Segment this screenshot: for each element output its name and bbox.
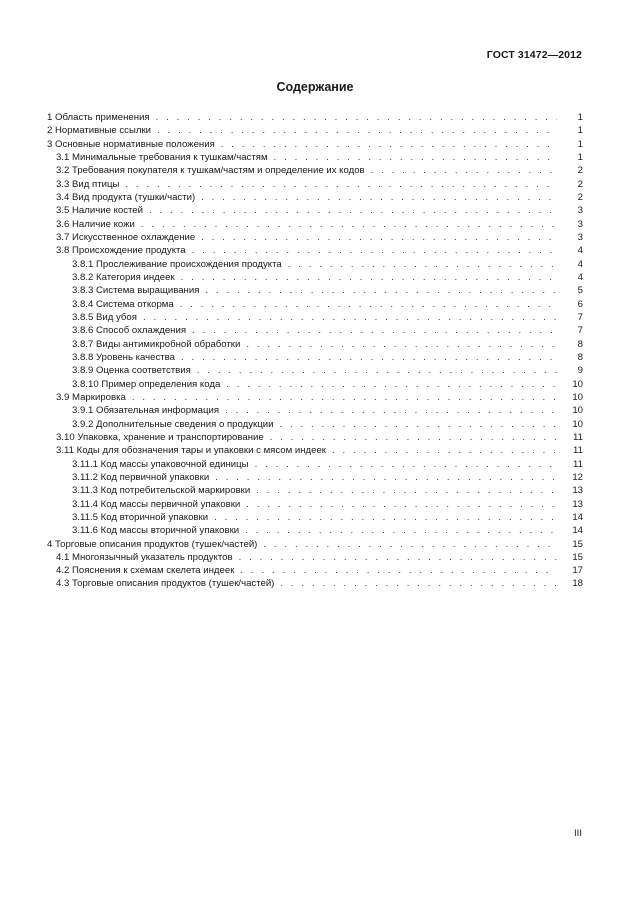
toc-entry-page: 10	[572, 391, 583, 403]
page-number: III	[574, 828, 582, 839]
toc-entry-title: 3.10 Упаковка, хранение и транспортирование	[56, 431, 264, 443]
toc-entry[interactable]	[47, 164, 583, 177]
toc-entry-page: 15	[572, 538, 583, 550]
toc-dot-leader	[143, 311, 557, 324]
toc-entry-title: 3.11.6 Код массы вторичной упаковки	[72, 525, 240, 537]
toc-dot-leader	[181, 351, 557, 364]
toc-entry-title: 3.9 Маркировка	[56, 391, 126, 403]
toc-entry-title: 3.4 Вид продукта (тушки/части)	[56, 191, 196, 203]
toc-dot-leader	[279, 418, 557, 431]
toc-dot-leader	[197, 364, 557, 377]
toc-entry-page: 10	[572, 405, 583, 417]
toc-dot-leader	[332, 444, 557, 457]
toc-entry[interactable]	[47, 378, 583, 391]
toc-entry-page: 11	[573, 458, 583, 470]
toc-dot-leader	[156, 111, 557, 124]
toc-entry-page: 11	[573, 445, 583, 457]
toc-entry[interactable]	[47, 538, 583, 551]
toc-dot-leader	[240, 564, 557, 577]
table-of-contents	[47, 111, 583, 591]
toc-entry-title: 3.8.1 Прослеживание происхождения продукта	[72, 258, 282, 270]
toc-entry-title: 3.8.5 Вид убоя	[72, 311, 137, 323]
toc-entry-page: 7	[577, 311, 583, 323]
toc-dot-leader	[246, 498, 557, 511]
toc-entry-page: 17	[572, 565, 583, 577]
toc-dot-leader	[215, 471, 557, 484]
toc-dot-leader	[205, 284, 557, 297]
toc-entry[interactable]	[47, 244, 583, 257]
toc-entry-title: 3.8.7 Виды антимикробной обработки	[72, 338, 241, 350]
toc-dot-leader	[141, 218, 557, 231]
toc-entry[interactable]	[47, 284, 583, 297]
toc-entry[interactable]	[47, 138, 583, 151]
toc-entry-page: 18	[572, 578, 583, 590]
toc-dot-leader	[149, 204, 557, 217]
toc-entry[interactable]	[47, 231, 583, 244]
toc-entry-page: 4	[577, 245, 583, 257]
toc-dot-leader	[201, 191, 557, 204]
toc-dot-leader	[125, 178, 557, 191]
toc-entry[interactable]	[47, 458, 583, 471]
toc-entry-page: 13	[572, 485, 583, 497]
toc-entry-page: 2	[577, 178, 583, 190]
toc-dot-leader	[214, 511, 557, 524]
toc-dot-leader	[132, 391, 557, 404]
toc-entry-page: 7	[577, 325, 583, 337]
toc-entry-title: 3.8.10 Пример определения кода	[72, 378, 221, 390]
toc-dot-leader	[246, 338, 557, 351]
toc-entry-page: 10	[572, 378, 583, 390]
toc-entry-title: 3.8.8 Уровень качества	[72, 351, 176, 363]
toc-entry-title: 3.11.5 Код вторичной упаковки	[72, 511, 209, 523]
toc-entry-page: 1	[577, 151, 583, 163]
toc-entry-page: 2	[577, 191, 583, 203]
toc-entry-page: 9	[577, 365, 583, 377]
toc-entry-page: 2	[577, 165, 583, 177]
toc-entry[interactable]	[47, 218, 583, 231]
toc-entry-title: 3.9.1 Обязательная информация	[72, 405, 220, 417]
toc-dot-leader	[201, 231, 557, 244]
toc-entry[interactable]	[47, 431, 583, 444]
toc-entry-title: 2 Нормативные ссылки	[47, 125, 152, 137]
toc-dot-leader	[226, 378, 557, 391]
toc-entry-title: 3.6 Наличие кожи	[56, 218, 135, 230]
toc-entry-page: 13	[572, 498, 583, 510]
toc-entry-page: 11	[573, 431, 583, 443]
toc-entry-title: 4 Торговые описания продуктов (тушек/частей)	[47, 538, 258, 550]
toc-entry[interactable]	[47, 271, 583, 284]
toc-dot-leader	[256, 484, 557, 497]
toc-entry-title: 3.8.2 Категория индеек	[72, 271, 175, 283]
toc-entry-title: 4.1 Многоязычный указатель продуктов	[56, 551, 233, 563]
toc-dot-leader	[225, 404, 557, 417]
toc-entry[interactable]	[47, 404, 583, 417]
toc-entry-page: 3	[577, 231, 583, 243]
toc-entry[interactable]	[47, 338, 583, 351]
toc-entry-title: 3.11 Коды для обозначения тары и упаковки с мясом индеек	[56, 445, 326, 457]
toc-entry[interactable]	[47, 324, 583, 337]
toc-entry-page: 1	[577, 138, 583, 150]
toc-dot-leader	[274, 151, 557, 164]
toc-entry-page: 12	[572, 471, 583, 483]
toc-entry-page: 1	[577, 125, 583, 137]
toc-dot-leader	[221, 138, 557, 151]
toc-dot-leader	[288, 258, 557, 271]
toc-entry-page: 14	[572, 511, 583, 523]
toc-entry[interactable]	[47, 577, 583, 590]
toc-entry-title: 3.8 Происхождение продукта	[56, 245, 186, 257]
toc-dot-leader	[239, 551, 557, 564]
toc-entry[interactable]	[47, 484, 583, 497]
toc-dot-leader	[270, 431, 557, 444]
toc-entry[interactable]	[47, 498, 583, 511]
toc-entry-page: 8	[577, 338, 583, 350]
toc-entry-title: 3.3 Вид птицы	[56, 178, 120, 190]
toc-entry-title: 3.11.3 Код потребительской маркировки	[72, 485, 251, 497]
toc-entry[interactable]	[47, 471, 583, 484]
toc-entry-title: 3.11.1 Код массы упаковочной единицы	[72, 458, 249, 470]
toc-entry[interactable]	[47, 444, 583, 457]
toc-entry-page: 10	[572, 418, 583, 430]
toc-entry-page: 4	[577, 258, 583, 270]
toc-entry-page: 3	[577, 205, 583, 217]
toc-entry-title: 3.9.2 Дополнительные сведения о продукции	[72, 418, 274, 430]
toc-dot-leader	[280, 577, 557, 590]
toc-entry[interactable]	[47, 351, 583, 364]
toc-entry-title: 3.8.3 Система выращивания	[72, 285, 200, 297]
toc-entry-page: 14	[572, 525, 583, 537]
toc-dot-leader	[192, 244, 557, 257]
toc-entry-page: 8	[577, 351, 583, 363]
toc-entry[interactable]	[47, 298, 583, 311]
toc-entry-page: 15	[572, 551, 583, 563]
page-title: Содержание	[276, 80, 354, 94]
toc-entry[interactable]	[47, 178, 583, 191]
toc-entry[interactable]	[47, 258, 583, 271]
toc-dot-leader	[255, 458, 557, 471]
toc-dot-leader	[180, 298, 557, 311]
toc-entry-title: 3.11.4 Код массы первичной упаковки	[72, 498, 241, 510]
toc-entry[interactable]	[47, 111, 583, 124]
toc-entry[interactable]	[47, 151, 583, 164]
toc-dot-leader	[192, 324, 557, 337]
toc-entry-title: 3.2 Требования покупателя к тушкам/частям и определение их кодов	[56, 165, 365, 177]
toc-entry[interactable]	[47, 551, 583, 564]
toc-entry-title: 4.2 Пояснения к схемам скелета индеек	[56, 565, 235, 577]
toc-entry-page: 1	[577, 112, 583, 123]
toc-entry-page: 3	[577, 218, 583, 230]
toc-entry-page: 5	[577, 285, 583, 297]
toc-entry-title: 1 Область применения	[47, 112, 150, 123]
toc-entry[interactable]	[47, 511, 583, 524]
toc-entry-title: 3.1 Минимальные требования к тушкам/частям	[56, 151, 268, 163]
toc-entry[interactable]	[47, 418, 583, 431]
toc-entry[interactable]	[47, 364, 583, 377]
toc-entry-title: 3.8.9 Оценка соответствия	[72, 365, 191, 377]
toc-entry-title: 3.8.4 Система откорма	[72, 298, 174, 310]
toc-entry-page: 4	[577, 271, 583, 283]
toc-entry[interactable]	[47, 191, 583, 204]
toc-entry[interactable]	[47, 311, 583, 324]
toc-entry[interactable]	[47, 524, 583, 537]
toc-entry-title: 3.11.2 Код первичной упаковки	[72, 471, 210, 483]
toc-entry[interactable]	[47, 204, 583, 217]
toc-entry[interactable]	[47, 391, 583, 404]
toc-entry-title: 3.8.6 Способ охлаждения	[72, 325, 187, 337]
toc-entry[interactable]	[47, 124, 583, 137]
toc-entry-title: 3 Основные нормативные положения	[47, 138, 215, 150]
toc-entry-page: 6	[577, 298, 583, 310]
toc-dot-leader	[245, 524, 557, 537]
toc-dot-leader	[263, 538, 557, 551]
toc-entry-title: 3.5 Наличие костей	[56, 205, 143, 217]
toc-dot-leader	[157, 124, 557, 137]
toc-dot-leader	[181, 271, 557, 284]
toc-entry[interactable]	[47, 564, 583, 577]
toc-dot-leader	[371, 164, 557, 177]
toc-entry-title: 4.3 Торговые описания продуктов (тушек/частей)	[56, 578, 275, 590]
document-header: ГОСТ 31472—2012	[486, 49, 582, 61]
toc-entry-title: 3.7 Искусственное охлаждение	[56, 231, 196, 243]
